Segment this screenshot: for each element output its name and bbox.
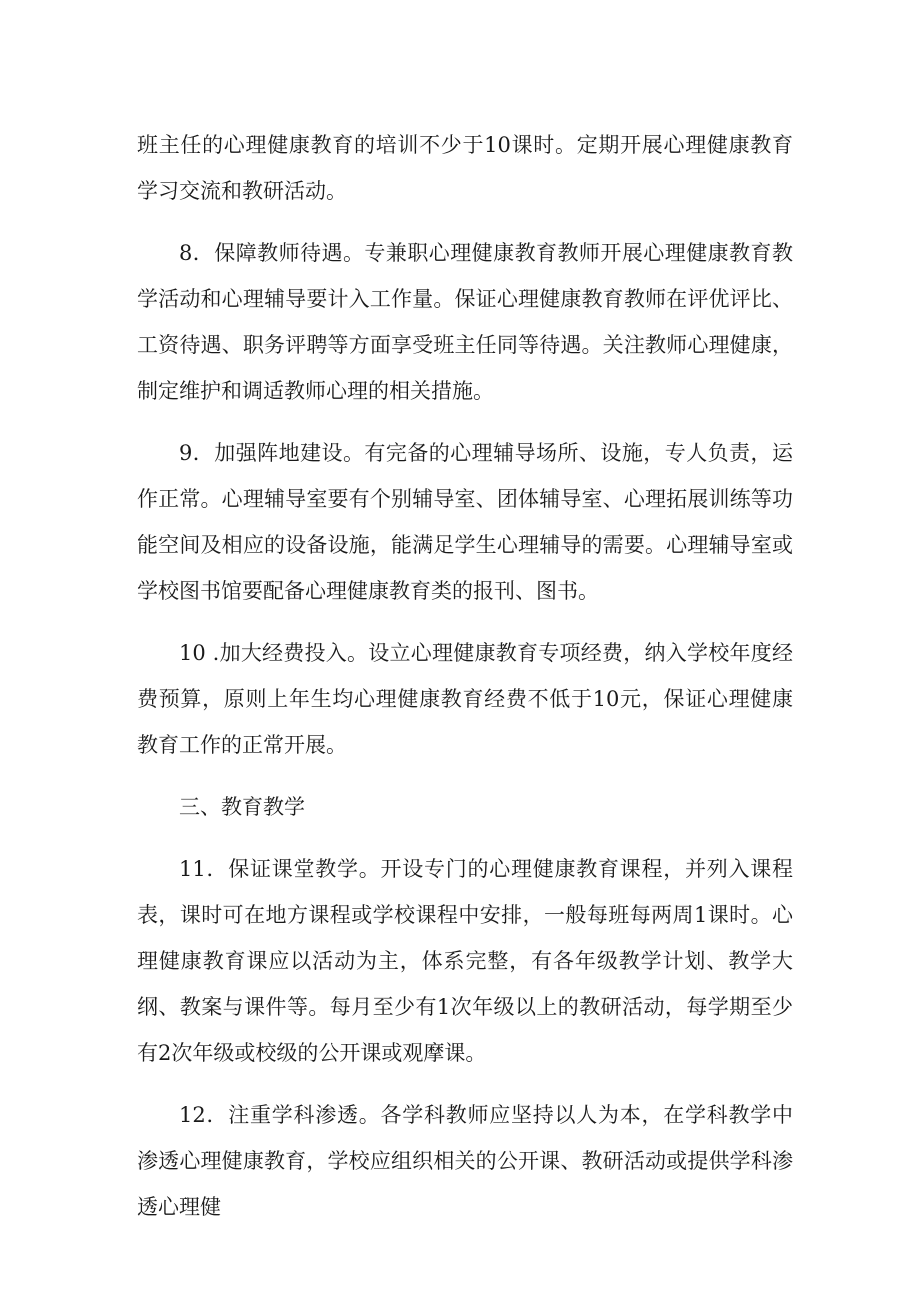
paragraph-training-hours: 班主任的心理健康教育的培训不少于10课时。定期开展心理健康教育学习交流和教研活动。 [137, 133, 793, 203]
paragraph-funding: 10 .加大经费投入。设立心理健康教育专项经费，纳入学校年度经费预算，原则上年生均心理健康教育经费不低于10元，保证心理健康教育工作的正常开展。 [137, 641, 793, 757]
paragraph-subject-integration: 12．注重学科渗透。各学科教师应坚持以人为本，在学科教学中渗透心理健康教育，学校应组织相关的公开课、教研活动或提供学科渗透心理健 [137, 1103, 793, 1219]
paragraph-facility-construction: 9．加强阵地建设。有完备的心理辅导场所、设施，专人负责，运作正常。心理辅导室要有个别辅导室、团体辅导室、心理拓展训练等功能空间及相应的设备设施，能满足学生心理辅导的需要。心理辅导室或学校图书馆要配备心理健康教育类的报刊、图书。 [137, 441, 793, 603]
paragraph-classroom-teaching: 11．保证课堂教学。开设专门的心理健康教育课程，并列入课程表，课时可在地方课程或学校课程中安排，一般每班每两周1课时。心理健康教育课应以活动为主，体系完整，有各年级教学计划、教学大纲、教案与课件等。每月至少有1次年级以上的教研活动，每学期至少有2次年级或校级的公开课或观摩课。 [137, 857, 793, 1065]
document-body [137, 122, 793, 1246]
section-heading-education-teaching: 三、教育教学 [179, 795, 305, 819]
paragraph-teacher-benefits: 8．保障教师待遇。专兼职心理健康教育教师开展心理健康教育教学活动和心理辅导要计入工作量。保证心理健康教育教师在评优评比、工资待遇、职务评聘等方面享受班主任同等待遇。关注教师心理健康，制定维护和调适教师心理的相关措施。 [137, 241, 793, 403]
